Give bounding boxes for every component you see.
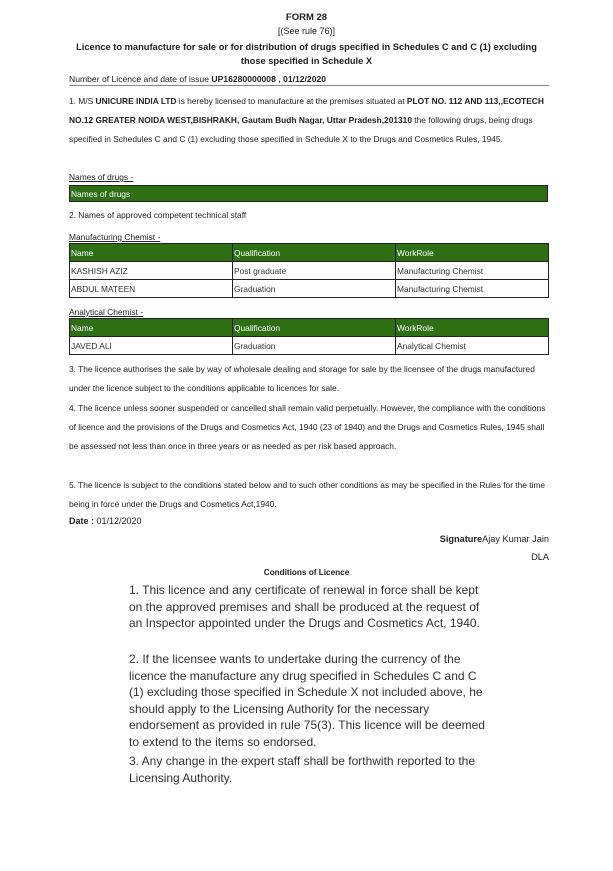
manufacturing-chemist-label: Manufacturing Chemist - [69,232,161,242]
conditions-title: Conditions of Licence [263,568,350,577]
signature-label: Signature [439,534,483,544]
form-rule: [(See rule 76)] [277,26,336,36]
cell-workrole: Analytical Chemist [396,337,549,355]
column-header-workrole: WorkRole [396,244,549,262]
column-header-workrole: WorkRole [396,319,549,337]
licence-number-label: Number of Licence and date of issue [69,74,212,84]
manufacturing-chemist-table [69,243,549,298]
condition-item-1: 1. This licence and any certificate of renewal in force shall be kept on the approved premises and shall be produced at the request of an Inspector appointed under the Drugs and Cosmetics Act, 1940. [129,583,480,631]
table-row [70,262,549,280]
cell-workrole: Manufacturing Chemist [396,280,549,298]
table-header-row [70,319,549,337]
paragraph-5: 5. The licence is subject to the conditions stated below and to such other conditions as may be specified in the Rules for the time being in force under the Drugs and Cosmetics Act,1940. [69,480,546,509]
paragraph-1 [69,92,549,149]
paragraph-3: 3. The licence authorises the sale by way of wholesale dealing and storage for sale by the licensee of the drugs manufactured under the licence subject to the conditions applicable to licences for sale. [69,364,535,393]
licence-number: UP16280000008 [211,74,276,84]
table-row [70,337,549,355]
column-header-qualification: Qualification [233,319,396,337]
condition-item-3: 3. Any change in the expert staff shall be forthwith reported to the Licensing Authority. [129,754,475,785]
cell-name: JAVED ALI [70,337,233,355]
form-title: FORM 28 [285,12,328,23]
column-header-name: Name [70,244,233,262]
para1-middle: is hereby licensed to manufacture at the premises situated at [176,96,407,106]
signatory-name: Ajay Kumar Jain [482,534,549,544]
table-row [70,280,549,298]
staff-intro: 2. Names of approved competent technical staff [69,210,247,220]
para1-suffix: the following drugs, being drugs specified in Schedules C and C (1) excluding those specified in Schedule X to the Drugs and Cosmetics Rules, 1945. [69,115,533,144]
company-name: UNICURE INDIA LTD [95,96,177,106]
drugs-table-header: Names of drugs [69,185,548,202]
form-heading-line-2: those specified in Schedule X [240,56,373,66]
condition-item-2: 2. If the licensee wants to undertake during the currency of the licence the manufacture any drug specified in Schedules C and C (1) excluding those specified in Schedule X not included above, he should apply to the Licensing Authority for the necessary endorsement as provided in rule 75(3). This licence will be deemed to extend to the items so endorsed. [129,652,485,749]
cell-qualification: Graduation [233,280,396,298]
cell-workrole: Manufacturing Chemist [396,262,549,280]
date-value: 01/12/2020 [96,516,142,526]
licence-number-line [69,74,549,86]
form-heading [60,40,553,68]
drugs-label: Names of drugs - [69,172,134,182]
column-header-qualification: Qualification [233,244,396,262]
column-header-name: Name [70,319,233,337]
form-heading-line-1: Licence to manufacture for sale or for distribution of drugs specified in Schedules C and C (1) excluding [76,42,537,52]
para1-prefix: 1. M/S [69,96,96,106]
issue-date [69,516,142,526]
premises-address: PLOT NO. 112 AND 113,,ECOTECH NO.12 GREATER NOIDA WEST,BISHRAKH, Gautam Budh Nagar, Uttar Pradesh,201310 [69,96,544,125]
cell-qualification: Graduation [233,337,396,355]
signature-line [440,534,549,544]
cell-name: KASHISH AZIZ [70,262,233,280]
cell-qualification: Post graduate [233,262,396,280]
licence-date: , 01/12/2020 [275,74,327,84]
paragraph-4: 4. The licence unless sooner suspended or cancelled shall remain valid perpetually. However, the compliance with the conditions of licence and the provisions of the Drugs and Cosmetics Act, 1940 (23 of 1940) and the Drugs and Cosmetics Rules, 1945 shall be assessed not less than once in three years or as needed as per risk based approach. [69,403,546,451]
analytical-chemist-label: Analytical Chemist - [69,307,144,317]
analytical-chemist-table [69,318,549,355]
cell-name: ABDUL MATEEN [70,280,233,298]
table-header-row [70,244,549,262]
signatory-designation: DLA [531,552,549,562]
date-label: Date : [69,516,97,526]
